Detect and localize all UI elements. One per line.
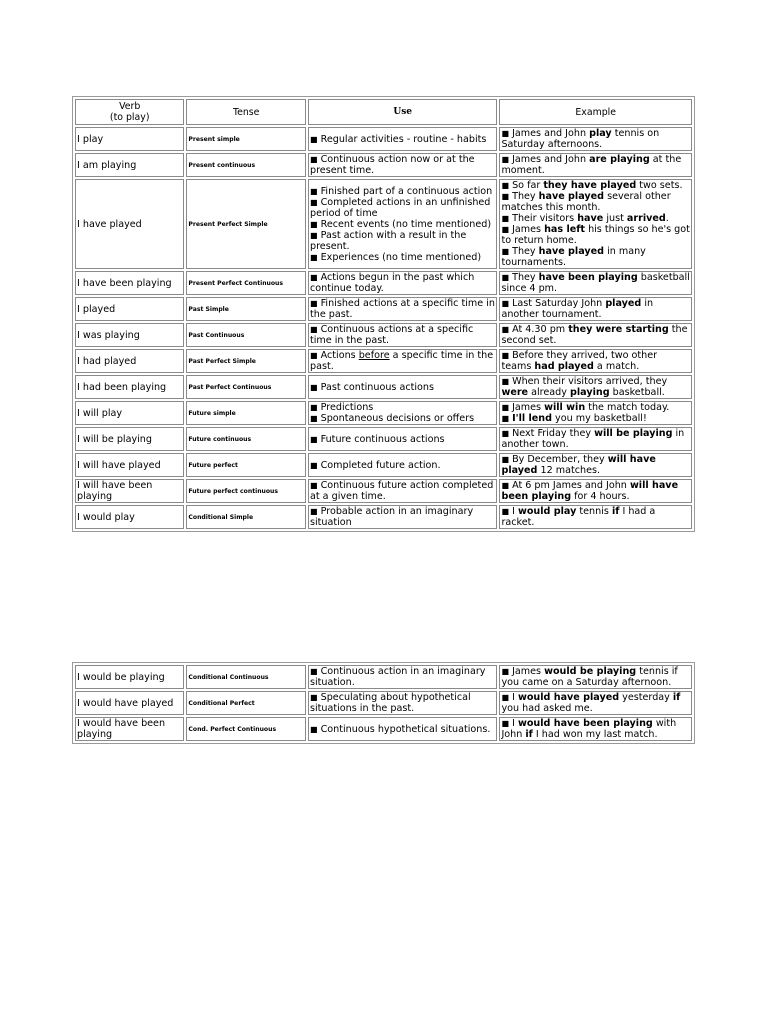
tense-cell: Present continuous <box>186 153 306 177</box>
bold-text: would have been playing <box>517 718 653 729</box>
bullet-icon: ■ <box>309 219 318 229</box>
tense-cell: Past Simple <box>186 297 306 321</box>
verb-cell: I play <box>75 127 184 151</box>
example-item: ■ Last Saturday John played in another tournament. <box>501 298 654 320</box>
example-cell <box>499 153 692 177</box>
example-cell <box>499 691 692 715</box>
example-cell <box>499 375 692 399</box>
table-row <box>75 271 692 295</box>
bullet-icon: ■ <box>501 455 510 464</box>
example-item: ■ At 6 pm James and John will have been playing for 4 hours. <box>501 480 679 502</box>
table-row <box>75 691 692 715</box>
table-row <box>75 153 692 177</box>
tense-cell: Conditional Continuous <box>186 665 306 689</box>
example-item: ■ I'll lend you my basketball! <box>501 413 647 424</box>
bullet-icon: ■ <box>309 434 318 444</box>
bold-text: played <box>605 298 642 309</box>
tense-cell: Future simple <box>186 401 306 425</box>
use-cell <box>308 375 497 399</box>
bullet-icon: ■ <box>309 273 318 282</box>
tense-cell: Present Perfect Continuous <box>186 271 306 295</box>
bullet-icon: ■ <box>309 351 318 360</box>
bold-text: would have played <box>517 692 620 703</box>
use-item: ■ Continuous action now or at the present time. <box>309 154 475 176</box>
bold-text: will win <box>544 402 586 413</box>
use-cell <box>308 479 497 503</box>
use-cell <box>308 665 497 689</box>
use-item: ■ Continuous future action completed at a given time. <box>309 480 494 502</box>
verb-cell: I played <box>75 297 184 321</box>
verb-cell: I would have played <box>75 691 184 715</box>
use-cell <box>308 427 497 451</box>
bold-text: had played <box>534 361 594 372</box>
verb-cell: I will have been playing <box>75 479 184 503</box>
use-item: ■ Predictions <box>309 402 374 413</box>
bold-text: arrived <box>626 213 666 224</box>
use-cell <box>308 505 497 529</box>
bullet-icon: ■ <box>501 693 510 702</box>
bullet-icon: ■ <box>501 247 510 256</box>
table-row <box>75 127 692 151</box>
table-row <box>75 427 692 451</box>
example-item: ■ They have been playing basketball since 4 pm. <box>501 272 690 294</box>
tense-cell: Past Continuous <box>186 323 306 347</box>
bullet-icon: ■ <box>309 230 318 240</box>
bullet-icon: ■ <box>501 403 510 412</box>
bold-text: have <box>577 213 604 224</box>
example-item: ■ I would have played yesterday if you had asked me. <box>501 692 681 714</box>
bold-text: are playing <box>589 154 650 165</box>
use-item: ■ Future continuous actions <box>309 433 445 445</box>
example-cell <box>499 401 692 425</box>
use-item: ■ Completed actions in an unfinished period of time <box>309 196 491 219</box>
example-item: ■ So far they have played two sets. <box>501 180 683 191</box>
bold-text: will have played <box>501 454 656 476</box>
table-row <box>75 717 692 741</box>
bold-text: have played <box>538 191 605 202</box>
bold-text: they were starting <box>568 324 669 335</box>
table-row <box>75 505 692 529</box>
use-item: ■ Spontaneous decisions or offers <box>309 413 475 424</box>
example-item: ■ I would play tennis if I had a racket. <box>501 506 656 528</box>
bullet-icon: ■ <box>501 414 510 423</box>
use-cell <box>308 717 497 741</box>
example-item: ■ James would be playing tennis if you came on a Saturday afternoon. <box>501 666 678 688</box>
example-cell <box>499 479 692 503</box>
example-item: ■ They have played several other matches this month. <box>501 191 671 213</box>
example-cell <box>499 427 692 451</box>
tense-table <box>72 96 695 532</box>
header-verb <box>75 99 184 125</box>
bold-text: if <box>611 506 620 517</box>
bullet-icon: ■ <box>309 134 318 144</box>
bullet-icon: ■ <box>309 382 318 392</box>
example-item: ■ Before they arrived, two other teams had played a match. <box>501 350 658 372</box>
use-item: ■ Completed future action. <box>309 459 441 471</box>
bullet-icon: ■ <box>309 693 318 702</box>
table-row <box>75 401 692 425</box>
example-cell <box>499 349 692 373</box>
example-item: ■ James and John are playing at the moment. <box>501 154 682 176</box>
bullet-icon: ■ <box>309 724 318 734</box>
bullet-icon: ■ <box>309 155 318 164</box>
verb-cell: I will be playing <box>75 427 184 451</box>
example-cell <box>499 297 692 321</box>
tense-cell: Past Perfect Continuous <box>186 375 306 399</box>
verb-cell: I would be playing <box>75 665 184 689</box>
bullet-icon: ■ <box>501 429 510 438</box>
underlined-text: before <box>358 350 390 361</box>
header-row <box>75 99 692 125</box>
bullet-icon: ■ <box>501 214 510 223</box>
bullet-icon: ■ <box>309 414 318 423</box>
use-cell <box>308 349 497 373</box>
use-item: ■ Actions before a specific time in the past. <box>309 350 494 372</box>
bullet-icon: ■ <box>309 325 318 334</box>
bold-text: they have played <box>543 180 637 191</box>
tense-cell: Future perfect continuous <box>186 479 306 503</box>
bold-text: would play <box>517 506 577 517</box>
bullet-icon: ■ <box>501 719 510 728</box>
use-item: ■ Continuous actions at a specific time in the past. <box>309 324 474 346</box>
use-item: ■ Continuous hypothetical situations. <box>309 723 491 735</box>
bullet-icon: ■ <box>309 403 318 412</box>
bullet-icon: ■ <box>309 252 318 262</box>
example-cell <box>499 453 692 477</box>
bullet-icon: ■ <box>309 667 318 676</box>
tense-cell: Present Perfect Simple <box>186 179 306 269</box>
bullet-icon: ■ <box>309 197 318 207</box>
use-cell <box>308 401 497 425</box>
example-item: ■ James has left his things so he's got to return home. <box>501 224 690 246</box>
bullet-icon: ■ <box>309 460 318 470</box>
use-item: ■ Past action with a result in the present. <box>309 229 467 252</box>
table-row <box>75 179 692 269</box>
bold-text: will be playing <box>594 428 673 439</box>
use-item: ■ Finished part of a continuous action <box>309 185 493 197</box>
verb-cell: I have been playing <box>75 271 184 295</box>
tense-cell: Future continuous <box>186 427 306 451</box>
table-row <box>75 323 692 347</box>
example-item: ■ I would have been playing with John if I had won my last match. <box>501 718 677 740</box>
bold-text: if <box>672 692 681 703</box>
table-row <box>75 479 692 503</box>
verb-cell: I have played <box>75 179 184 269</box>
example-item: ■ James and John play tennis on Saturday afternoons. <box>501 128 660 150</box>
use-cell <box>308 153 497 177</box>
example-item: ■ They have played in many tournaments. <box>501 246 646 268</box>
bold-text: play <box>589 128 612 139</box>
use-cell <box>308 179 497 269</box>
header-verb-line2: (to play) <box>109 112 150 123</box>
use-cell <box>308 297 497 321</box>
bold-text: playing <box>570 387 610 398</box>
bold-text: will have been playing <box>501 480 679 502</box>
bold-text: were <box>501 387 529 398</box>
bullet-icon: ■ <box>501 181 510 190</box>
tense-cell: Conditional Simple <box>186 505 306 529</box>
verb-cell: I would have been playing <box>75 717 184 741</box>
header-verb-line1: Verb <box>119 101 141 112</box>
bullet-icon: ■ <box>309 507 318 516</box>
example-item: ■ Their visitors have just arrived. <box>501 213 669 224</box>
header-example: Example <box>499 99 692 125</box>
tense-cell: Future perfect <box>186 453 306 477</box>
bullet-icon: ■ <box>501 129 510 138</box>
bullet-icon: ■ <box>501 351 510 360</box>
tense-cell: Conditional Perfect <box>186 691 306 715</box>
example-item: ■ By December, they will have played 12 matches. <box>501 454 656 476</box>
bullet-icon: ■ <box>501 377 510 386</box>
example-cell <box>499 665 692 689</box>
example-item: ■ At 4.30 pm they were starting the second set. <box>501 324 688 346</box>
bullet-icon: ■ <box>501 667 510 676</box>
bullet-icon: ■ <box>309 481 318 490</box>
header-tense: Tense <box>186 99 306 125</box>
use-item: ■ Probable action in an imaginary situation <box>309 506 474 528</box>
example-cell <box>499 505 692 529</box>
conditional-table <box>72 662 695 744</box>
use-cell <box>308 127 497 151</box>
table-row <box>75 297 692 321</box>
example-cell <box>499 127 692 151</box>
example-cell <box>499 179 692 269</box>
verb-cell: I would play <box>75 505 184 529</box>
example-item: ■ Next Friday they will be playing in another town. <box>501 428 685 450</box>
bullet-icon: ■ <box>501 325 510 334</box>
bullet-icon: ■ <box>501 273 510 282</box>
verb-cell: I had played <box>75 349 184 373</box>
bullet-icon: ■ <box>501 299 510 308</box>
verb-cell: I will have played <box>75 453 184 477</box>
bold-text: has left <box>544 224 586 235</box>
table-row <box>75 375 692 399</box>
example-cell <box>499 323 692 347</box>
tense-cell: Cond. Perfect Continuous <box>186 717 306 741</box>
bullet-icon: ■ <box>501 507 510 516</box>
example-item: ■ When their visitors arrived, they were already playing basketball. <box>501 376 668 398</box>
example-cell <box>499 271 692 295</box>
use-item: ■ Experiences (no time mentioned) <box>309 251 482 263</box>
use-item: ■ Actions begun in the past which continue today. <box>309 272 475 294</box>
table-row <box>75 665 692 689</box>
bullet-icon: ■ <box>501 192 510 201</box>
use-item: ■ Finished actions at a specific time in the past. <box>309 298 495 320</box>
example-item: ■ James will win the match today. <box>501 402 670 413</box>
bullet-icon: ■ <box>501 225 510 234</box>
table-row <box>75 349 692 373</box>
verb-cell: I will play <box>75 401 184 425</box>
bullet-icon: ■ <box>309 299 318 308</box>
tense-cell: Present simple <box>186 127 306 151</box>
use-item: ■ Past continuous actions <box>309 381 434 393</box>
bullet-icon: ■ <box>501 481 510 490</box>
header-use: Use <box>308 99 497 125</box>
use-cell <box>308 453 497 477</box>
verb-cell: I had been playing <box>75 375 184 399</box>
tense-cell: Past Perfect Simple <box>186 349 306 373</box>
bold-text: have played <box>538 246 605 257</box>
use-item: ■ Regular activities - routine - habits <box>309 133 487 145</box>
use-item: ■ Continuous action in an imaginary situation. <box>309 666 486 688</box>
bold-text: if <box>525 729 533 740</box>
example-cell <box>499 717 692 741</box>
use-item: ■ Speculating about hypothetical situations in the past. <box>309 692 471 714</box>
use-item: ■ Recent events (no time mentioned) <box>309 218 492 230</box>
use-cell <box>308 691 497 715</box>
bullet-icon: ■ <box>309 186 318 196</box>
verb-cell: I was playing <box>75 323 184 347</box>
bold-text: I'll lend <box>512 413 552 424</box>
use-cell <box>308 323 497 347</box>
bullet-icon: ■ <box>501 155 510 164</box>
use-cell <box>308 271 497 295</box>
verb-cell: I am playing <box>75 153 184 177</box>
bold-text: would be playing <box>544 666 637 677</box>
table-row <box>75 453 692 477</box>
bold-text: have been playing <box>538 272 638 283</box>
